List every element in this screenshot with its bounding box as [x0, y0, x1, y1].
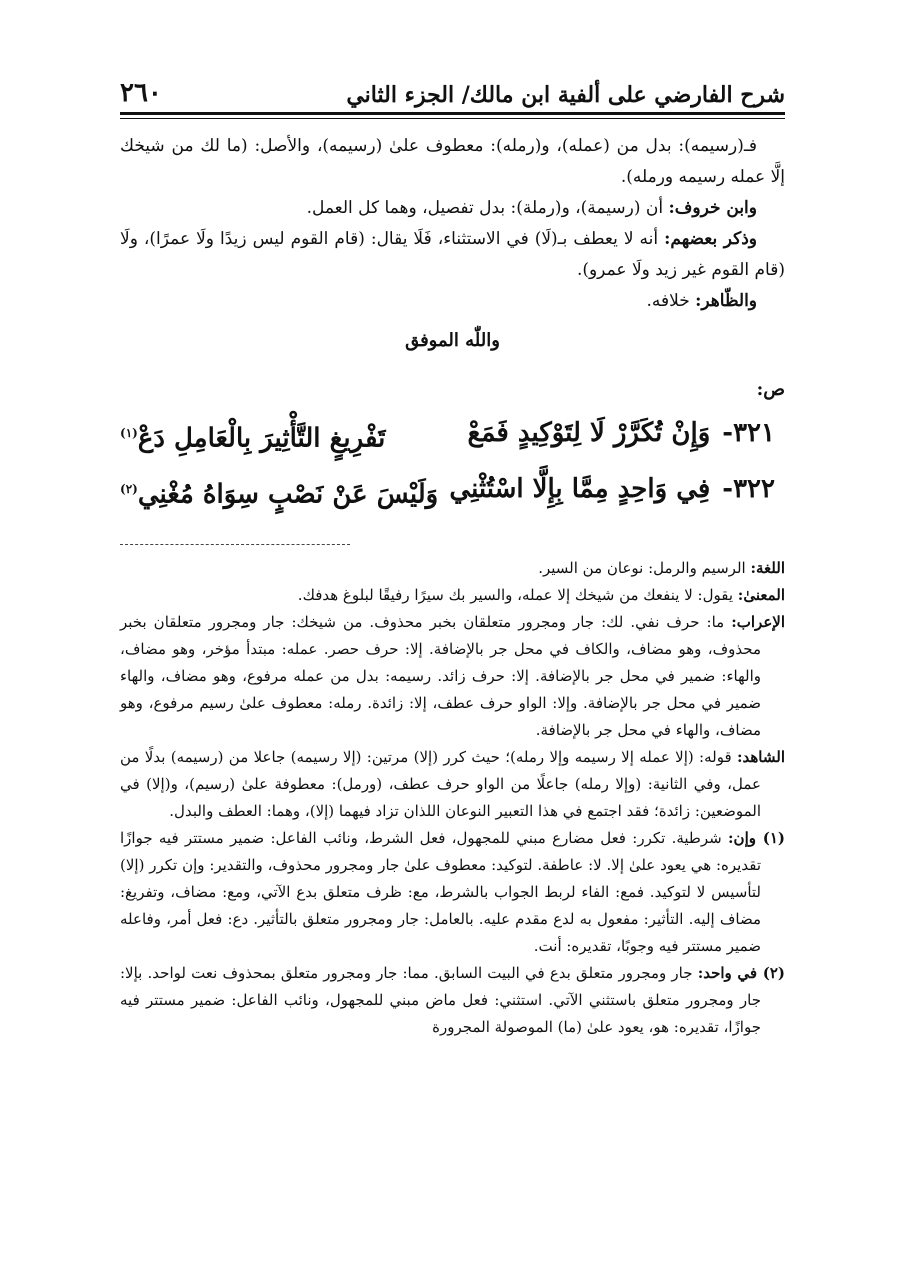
running-title: شرح الفارضي على ألفية ابن مالك/ الجزء الثاني	[346, 82, 785, 108]
verse-number: ٣٢١-	[722, 418, 775, 448]
footnote-2	[120, 960, 785, 1041]
verse-number: ٣٢٢-	[722, 473, 775, 504]
note-paragraph	[120, 555, 785, 582]
verse-text: فِي وَاحِدٍ مِمَّا بِإِلَّا اسْتُثْنِي	[449, 473, 711, 504]
note-paragraph	[120, 609, 785, 744]
verse-hemistich-left	[120, 467, 438, 517]
note-lead: الشاهد:	[736, 748, 785, 767]
verse-line	[120, 467, 785, 517]
note-lead: (٢) في واحد:	[697, 964, 785, 983]
footnote-1	[120, 825, 785, 960]
note-text: قوله: (إلا عمله إلا رسيمه وإلا رمله)؛ حيث كرر (إلا) مرتين: (إلا رسيمه) جاعلا من (رسيمه) بدلًا من عمل، وفي الثانية: (وإلا رمله) جاعلًا من الواو حرف عطف، (ورمل): معطوفة علىٰ (رسيم)، و(إلا) في الموضعين: زائدة؛ فقد اجتمع في هذا التعبير النوعان اللذان تزاد فيهما (إلا)، وهما: العطف والبدل.	[120, 748, 762, 821]
page-header	[120, 60, 785, 108]
note-lead: الإعراب:	[731, 613, 785, 632]
footnote-marker: (١)	[120, 426, 138, 440]
book-page	[120, 60, 785, 1041]
paragraph	[120, 224, 785, 286]
verse-hemistich-left	[120, 411, 385, 461]
note-paragraph	[120, 744, 785, 825]
verse-hemistich-right	[449, 467, 775, 517]
verse-text: وَلَيْسَ عَنْ نَصْبٍ سِوَاهُ مُغْنِي	[137, 479, 439, 510]
page-number: ٢٦٠	[120, 78, 162, 108]
verse-text: تَفْرِيغٍ التَّأْثِيرَ بِالْعَامِلِ دَعْ	[137, 423, 386, 454]
note-paragraph	[120, 582, 785, 609]
note-text: الرسيم والرمل: نوعان من السير.	[538, 559, 751, 578]
note-text: يقول: لا ينفعك من شيخك إلا عمله، والسير بك سيرًا رفيقًا لبلوغ هدفك.	[297, 586, 738, 605]
paragraph-text: أنه لا يعطف بـ(لَا) في الاستثناء، فَلَا يقال: (قام القوم ليس زيدًا ولَا عمرًا)، ولَا (قام القوم غير زيد ولَا عمرو).	[120, 229, 785, 280]
paragraph-lead: وذكر بعضهم:	[664, 229, 757, 249]
verse-hemistich-right	[468, 411, 775, 461]
paragraph	[120, 286, 785, 317]
footnote-separator	[120, 544, 350, 545]
closing-heading: واللّٰه الموفق	[405, 330, 500, 351]
note-lead: اللغة:	[750, 559, 785, 578]
note-lead: المعنىٰ:	[737, 586, 785, 605]
footnote-marker: (٢)	[120, 481, 138, 496]
footnotes	[120, 555, 785, 1041]
paragraph-lead: والظّاهر:	[695, 291, 757, 311]
note-text: جار ومجرور متعلق بدع في البيت السابق. مما: جار ومجرور متعلق بمحذوف نعت لواحد. بإلا: جار ومجرور متعلق باستثني الآتي. استثني: فعل ماض مبني للمجهول، ونائب الفاعل: ضمير مستتر فيه جوازًا، تقديره: هو، يعود علىٰ (ما) الموصولة المجرورة	[120, 964, 761, 1037]
note-text: شرطية. تكرر: فعل مضارع مبني للمجهول، فعل الشرط، ونائب الفاعل: ضمير مستتر فيه جوازًا تقديره: هي يعود علىٰ إلا. لا: عاطفة. لتوكيد: معطوف علىٰ جار ومجرور محذوف، والتقدير: وإن تكرر (إلا) لتأسيس لا لتوكيد. فمع: الفاء لربط الجواب بالشرط، مع: ظرف متعلق بدع الآتي، ومع: مضاف، وتفريغ: مضاف إليه. التأثير: مفعول به لدع مقدم عليه. بالعامل: جار ومجرور متعلق بالتأثير. دع: فعل أمر، وفاعله ضمير مستتر فيه وجوبًا، تقديره: أنت.	[120, 829, 761, 956]
paragraph-text: خلافه.	[646, 291, 696, 311]
paragraph-lead: وابن خروف:	[668, 198, 757, 218]
paragraph: فـ(رسيمه): بدل من (عمله)، و(رمله): معطوف علىٰ (رسيمه)، والأصل: (ما لك من شيخك إلَّا عمله رسيمه ورمله).	[120, 136, 785, 187]
paragraph-text: أن (رسيمة)، و(رملة): بدل تفصيل، وهما كل العمل.	[306, 198, 669, 218]
sad-label: ص:	[756, 379, 785, 400]
note-lead: (١) وإن:	[728, 829, 785, 848]
paragraph	[120, 193, 785, 224]
header-rule-thin	[120, 118, 785, 119]
verse-line	[120, 411, 785, 461]
header-rule-thick	[120, 112, 785, 115]
note-text: ما: حرف نفي. لك: جار ومجرور متعلقان بخبر محذوف. من شيخك: جار ومجرور متعلقان بخبر محذوف، وهو مضاف، والكاف في محل جر بالإضافة. إلا: حرف حصر. عمله: مبتدأ مؤخر، وهو مضاف، والهاء: ضمير في محل جر بالإضافة. إلا: حرف زائد. رسيمه: بدل من عمله مرفوع، وهو مضاف، والهاء ضمير في محل جر بالإضافة. وإلا: الواو حرف عطف، إلا: زائدة. رمله: معطوف علىٰ رسيم مرفوع، وهو مضاف، والهاء في محل جر بالإضافة.	[120, 613, 761, 740]
main-text	[120, 131, 785, 516]
verse-text: وَإِنْ تُكَرَّرْ لَا لِتَوْكِيدٍ فَمَعْ	[467, 418, 711, 448]
